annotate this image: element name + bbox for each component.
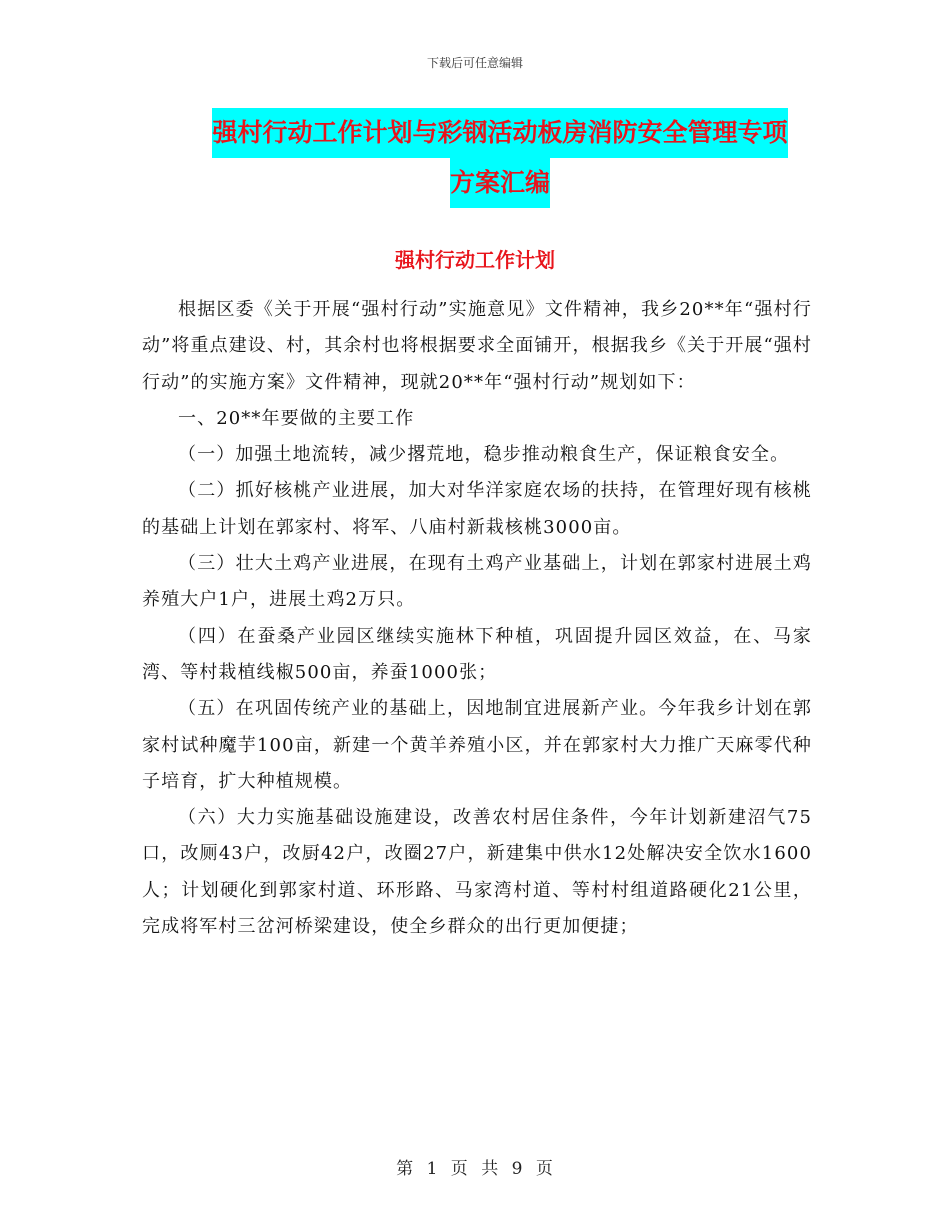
- document-title: [140, 108, 860, 208]
- page-footer: [0, 1154, 950, 1179]
- footer-page-label: 页: [450, 1159, 469, 1179]
- paragraph-item-2: （二）抓好核桃产业进展，加大对华洋家庭农场的扶持，在管理好现有核桃的基础上计划在郭家村、将军、八庙村新栽核桃3000亩。: [142, 480, 812, 538]
- document-title-line-2: 方案汇编: [450, 158, 550, 208]
- paragraph-item-6: （六）大力实施基础设施建设，改善农村居住条件，今年计划新建沼气75口，改厕43户，改厨42户，改圈27户，新建集中供水12处解决安全饮水1600人；计划硬化到郭家村道、环形路、马家湾村道、等村村组道路硬化21公里，完成将军村三岔河桥梁建设，使全乡群众的出行更加便捷；: [142, 807, 812, 938]
- paragraph-item-4: （四）在蚕桑产业园区继续实施林下种植，巩固提升园区效益，在、马家湾、等村栽植线椒500亩，养蚕1000张；: [142, 625, 812, 683]
- paragraph-item-1: （一）加强土地流转，减少撂荒地，稳步推动粮食生产，保证粮食安全。: [178, 444, 790, 466]
- paragraph-intro: 根据区委《关于开展“强村行动”实施意见》文件精神，我乡20**年“强村行动”将重点建设、村，其余村也将根据要求全面铺开，根据我乡《关于开展“强村行动”的实施方案》文件精神，现就20**年“强村行动”规划如下：: [142, 299, 813, 393]
- footer-prefix: 第: [396, 1159, 415, 1179]
- footer-total-label: 共: [481, 1159, 500, 1179]
- body-text: [142, 292, 812, 945]
- header-note: 下载后可任意编辑: [426, 56, 523, 70]
- footer-suffix: 页: [535, 1159, 554, 1179]
- document-title-line-1: 强村行动工作计划与彩钢活动板房消防安全管理专项: [212, 108, 787, 158]
- paragraph-item-3: （三）壮大土鸡产业进展，在现有土鸡产业基础上，计划在郭家村进展土鸡养殖大户1户，进展土鸡2万只。: [142, 553, 812, 611]
- paragraph-heading-main-work: 一、20**年要做的主要工作: [178, 407, 415, 429]
- paragraph-item-5: （五）在巩固传统产业的基础上，因地制宜进展新产业。今年我乡计划在郭家村试种魔芋100亩，新建一个黄羊养殖小区，并在郭家村大力推广天麻零代种子培育，扩大种植规模。: [142, 698, 812, 792]
- section-title: 强村行动工作计划: [395, 248, 555, 272]
- footer-page-number: 1: [426, 1159, 439, 1179]
- footer-total-pages: 9: [511, 1159, 524, 1179]
